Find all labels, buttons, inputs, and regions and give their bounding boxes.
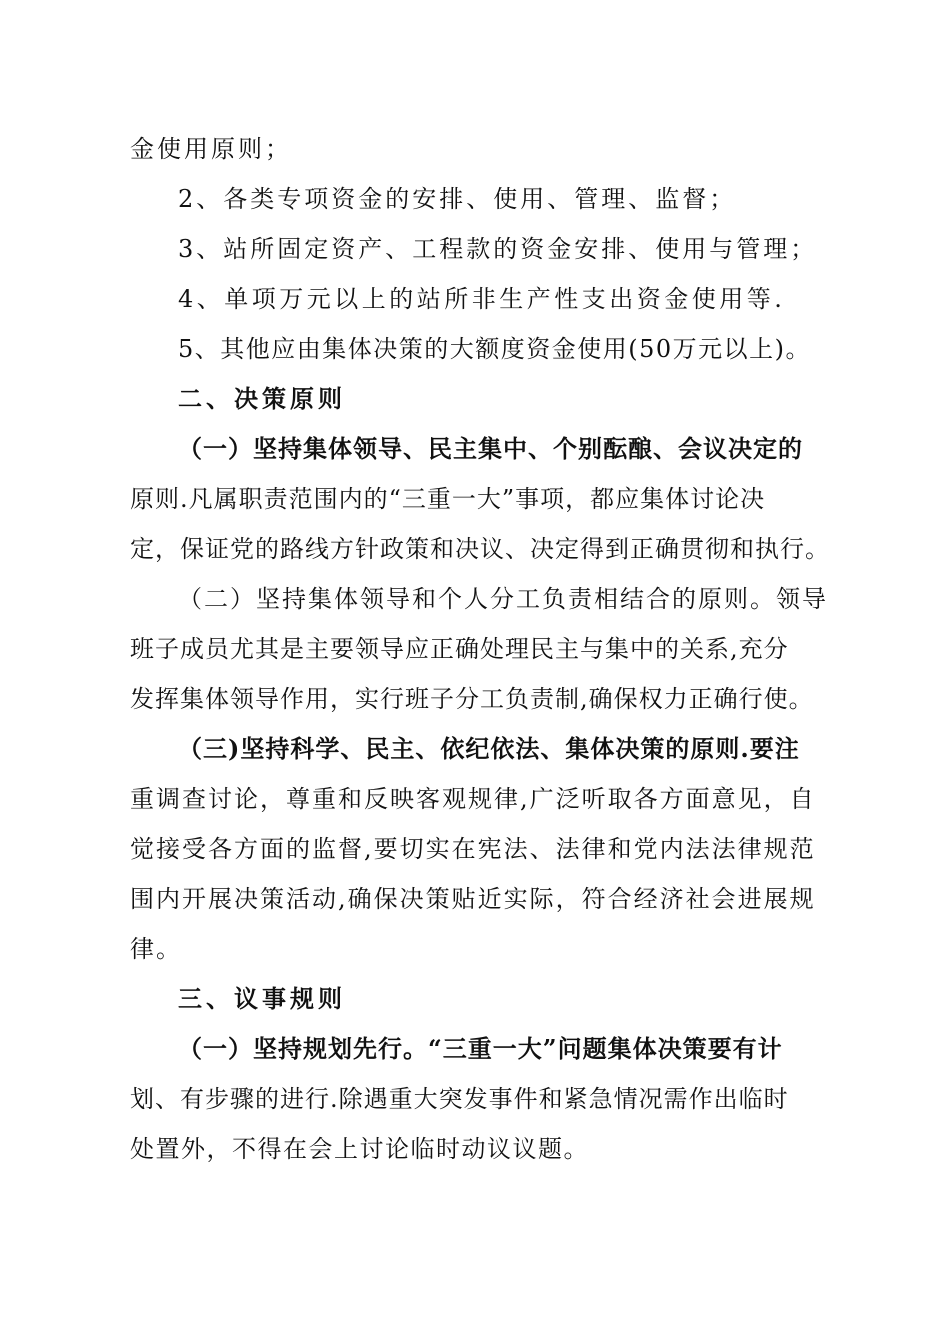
text-line: 4、单项万元以上的站所非生产性支出资金使用等. [178, 285, 786, 313]
text-line: 觉接受各方面的监督,要切实在宪法、法律和党内法法律规范 [130, 835, 816, 863]
section-heading: 三、议事规则 [178, 985, 346, 1013]
text-line: 5、其他应由集体决策的大额度资金使用(50万元以上)。 [178, 335, 812, 363]
text-line: 划、有步骤的进行.除遇重大突发事件和紧急情况需作出临时 [130, 1085, 789, 1113]
text-line: 3、站所固定资产、工程款的资金安排、使用与管理； [178, 235, 818, 263]
text-line: （三)坚持科学、民主、依纪依法、集体决策的原则.要注 [178, 734, 800, 763]
text-line: 班子成员尤其是主要领导应正确处理民主与集中的关系,充分 [130, 635, 789, 663]
text-line: 2、各类专项资金的安排、使用、管理、监督； [178, 185, 737, 213]
text-line: （一）坚持规划先行。“三重一大”问题集体决策要有计 [178, 1034, 783, 1063]
text-line: 围内开展决策活动,确保决策贴近实际，符合经济社会进展规 [130, 885, 816, 913]
text-line: （二）坚持集体领导和个人分工负责相结合的原则。领导 [178, 585, 828, 613]
section-heading: 二、决策原则 [178, 385, 346, 413]
text-line: 律。 [130, 935, 182, 963]
text-line: 重调查讨论，尊重和反映客观规律,广泛听取各方面意见，自 [130, 785, 816, 813]
text-line: 定，保证党的路线方针政策和决议、决定得到正确贯彻和执行。 [130, 535, 830, 563]
text-line: 金使用原则； [130, 135, 292, 163]
text-line: 处置外，不得在会上讨论临时动议议题。 [130, 1135, 589, 1163]
text-line: 发挥集体领导作用，实行班子分工负责制,确保权力正确行使。 [130, 685, 814, 713]
text-line: 原则.凡属职责范围内的“三重一大”事项，都应集体讨论决 [130, 485, 766, 513]
text-line: （一）坚持集体领导、民主集中、个别酝酿、会议决定的 [178, 434, 803, 463]
